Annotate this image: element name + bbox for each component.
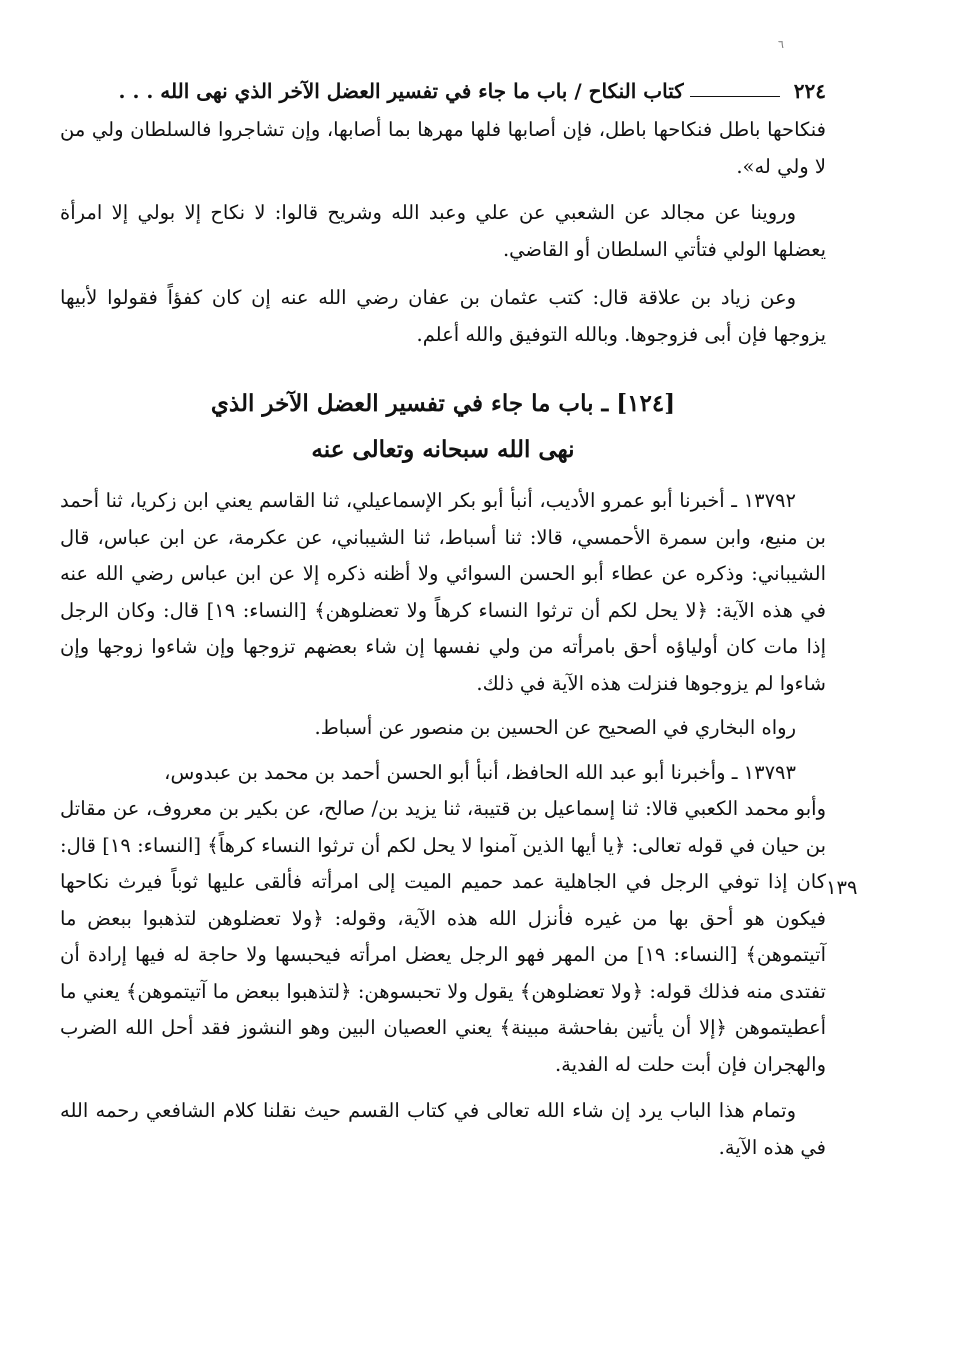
hadith-13793-body: وأبو محمد الكعبي قالا: ثنا إسماعيل بن قتيبة، ثنا يزيد بن/ صالح، عن بكير بن معروف، عن مقاتل بن حيان في قوله تعالى: ﴿يا أيها الذين آمنوا لا يحل لكم أن ترثوا النساء كرهاً﴾ [النساء: ١٩] قال: كان إذا توفي الرجل في الجاهلية عمد حميم الميت إلى امرأته فألقى عليها ثوباً فيرث نكاحها فيكون هو أحق بها من غيره فأنزل الله هذه الآية، وقوله: ﴿ولا تعضلوهن لتذهبوا ببعض ما آتيتموهن﴾ [النساء: ١٩] من المهر فهو الرجل يعضل امرأته فيحبسها ولا حاجة له فيها إرادة أن تفتدى منه فذلك قوله: ﴿ولا تعضلوهن﴾ يقول ولا تحبسوهن: ﴿لتذهبوا ببعض ما آتيتموهن﴾ يعني ما أعطيتموهن ﴿إلا أن يأتين بفاحشة مبينة﴾ يعني العصيان البين وهو النشوز فقد أحل الله الضرب والهجران فإن أبت حلت له الفدية. (60, 797, 827, 1076)
corner-mark: ٦ (778, 38, 784, 51)
margin-page-number: ١٣٩ (826, 876, 858, 899)
chapter-heading-line-1: [١٢٤] ـ باب ما جاء في تفسير العضل الآخر الذي (210, 390, 676, 417)
hadith-13792: ١٣٧٩٢ ـ أخبرنا أبو عمرو الأديب، أنبأ أبو بكر الإسماعيلي، ثنا القاسم يعني ابن زكريا، ثنا أحمد بن منيع، وابن سمرة الأحمسي، قالا: ثنا أسباط، ثنا الشيباني، عن عكرمة، عن ابن عباس، قال الشيباني: وذكره عن عطاء أبو الحسن السوائي ولا أظنه ذكره إلا عن ابن عباس رضي الله عنه في هذه الآية: ﴿لا يحل لكم أن ترثوا النساء كرهاً ولا تعضلوهن﴾ [النساء: ١٩] قال: وكان الرجل إذا مات كان أولياؤه أحق بامرأته من ولي نفسها إن شاء بعضهم تزوجها وإن شاءوا زوجها وإن شاءوا لم يزوجوها فنزلت هذه الآية في ذلك. (60, 489, 826, 695)
page-body (60, 70, 826, 1166)
chapter-heading-line-2: نهى الله سبحانه وتعالى عنه (311, 436, 575, 463)
paragraph-bukhari: رواه البخاري في الصحيح عن الحسين بن منصور عن أسباط. (314, 716, 796, 739)
running-header (60, 70, 826, 106)
header-rule (690, 96, 780, 97)
page-number: ٢٢٤ (793, 79, 826, 103)
paragraph-closing: وتمام هذا الباب يرد إن شاء الله تعالى في كتاب القسم حيث نقلنا كلام الشافعي رحمه الله في هذه الآية. (60, 1099, 826, 1159)
paragraph-ziyad: وعن زياد بن علاقة قال: كتب عثمان بن عفان رضي الله عنه إن كان كفؤاً فقولوا لأبيها يزوجها فإن أبى فزوجوها. وبالله التوفيق والله أعلم. (60, 286, 826, 346)
paragraph-mujalid: وروينا عن مجالد عن الشعبي عن علي وعبد الله وشريح قالوا: لا نكاح إلا بولي إلا امرأة يعضلها الولي فتأتي السلطان أو القاضي. (60, 201, 826, 261)
hadith-13793-start: ١٣٧٩٣ ـ وأخبرنا أبو عبد الله الحافظ، أنبأ أبو الحسن أحمد بن محمد بن عبدوس، (164, 760, 796, 784)
paragraph-continuation: فنكاحها باطل فنكاحها باطل، فإن أصابها فلها مهرها بما أصابها، وإن تشاجروا فالسلطان ولي من لا ولي له». (60, 118, 826, 178)
chapter-heading (60, 381, 826, 473)
running-title: كتاب النكاح / باب ما جاء في تفسير العضل الآخر الذي نهى الله . . . (118, 79, 684, 103)
